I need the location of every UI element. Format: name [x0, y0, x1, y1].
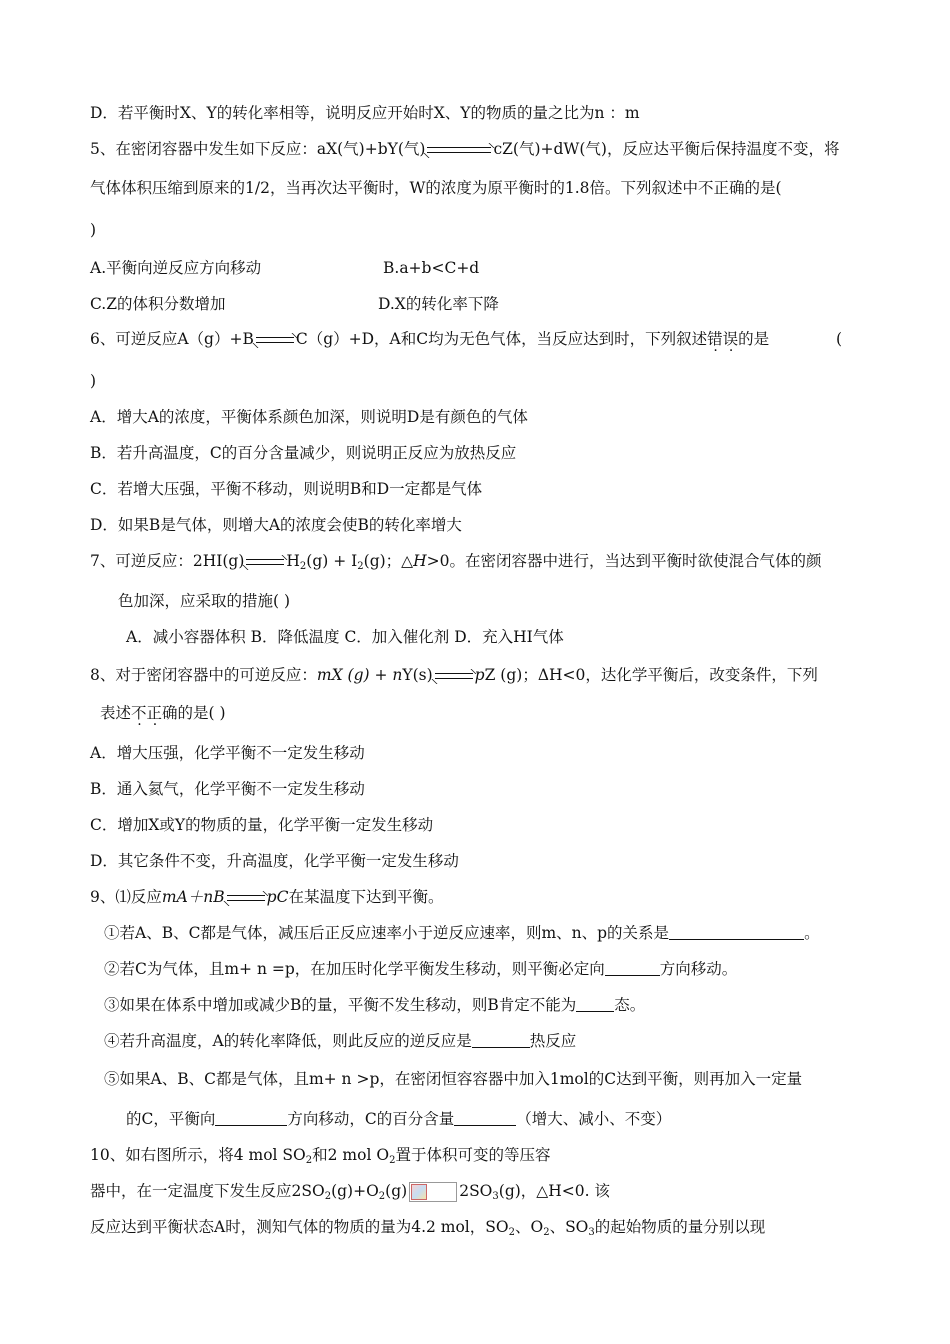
q8-option-d: D．其它条件不变，升高温度，化学平衡一定发生移动 [90, 852, 459, 870]
answer-blank[interactable] [605, 961, 660, 976]
q10-stem-line1: 10、如右图所示，将4 mol $SO_2$和2 mol $O_2$置于体积可变的等压容 [90, 1146, 551, 1166]
answer-blank[interactable] [576, 997, 614, 1012]
q6-stem-line1: 6、可逆反应A（g）+B C（g）+D，A和C均为无色气体，当反应达到时，下列叙述错误的是 [90, 330, 770, 348]
q5-option-a: A.平衡向逆反应方向移动 [90, 259, 262, 277]
q9-sub3: ③如果在体系中增加或减少B的量，平衡不发生移动，则B肯定不能为 态。 [104, 996, 646, 1014]
q5-option-b: B.a+b<C+d [383, 259, 480, 277]
equilibrium-arrow-icon [427, 143, 491, 157]
answer-blank[interactable] [669, 925, 804, 940]
q7-stem-line2: 色加深，应采取的措施( ) [118, 592, 291, 610]
q5-stem-line1: 5、在密闭容器中发生如下反应：aX(气)+bY(气) cZ(气)+dW(气)，反应达平衡后保持温度不变，将 [90, 140, 840, 158]
q5-stem-line3: ) [90, 221, 97, 239]
q10-stem-line2: 器中，在一定温度下发生反应$2SO_2(g)+O_2(g)$ $2SO_3(g)$，△H<0. 该 [90, 1182, 610, 1202]
q9-sub4: ④若升高温度，A的转化率降低，则此反应的逆反应是 热反应 [104, 1032, 577, 1050]
equilibrium-arrow-icon [435, 669, 473, 683]
equilibrium-arrow-icon [227, 891, 265, 905]
q8-option-c: C．增加X或Y的物质的量，化学平衡一定发生移动 [90, 816, 434, 834]
q7-stem-line1: 7、可逆反应：2HI(g) $H_2(g) + I_2(g)$；△H>0。在密闭容器中进行，当达到平衡时欲使混合气体的颜 [90, 552, 822, 572]
q6-answer-paren-left: ( [836, 330, 843, 348]
q6-answer-paren-right: ) [90, 372, 97, 390]
q5-option-c: C.Z的体积分数增加 [90, 295, 226, 313]
answer-blank[interactable] [215, 1111, 287, 1126]
q9-sub5-line1: ⑤如果A、B、C都是气体，且m+ n >p，在密闭恒容容器中加入1mol的C达到平衡，则再加入一定量 [104, 1070, 803, 1088]
q6-option-a: A．增大A的浓度，平衡体系颜色加深，则说明D是有颜色的气体 [90, 408, 528, 426]
q8-stem-line2: 表述不正确的是( ) [100, 704, 226, 722]
answer-blank[interactable] [454, 1111, 516, 1126]
q4-option-d: D．若平衡时X、Y的转化率相等，说明反应开始时X、Y的物质的量之比为n ：m [90, 104, 640, 122]
q10-stem-line3: 反应达到平衡状态A时，测知气体的物质的量为4.2 mol，$SO_2$、$O_2$、$SO_3$的起始物质的量分别以现 [90, 1218, 766, 1238]
q7-options: A．减小容器体积 B．降低温度 C．加入催化剂 D．充入HI气体 [126, 628, 564, 646]
q6-option-c: C．若增大压强，平衡不移动，则说明B和D一定都是气体 [90, 480, 483, 498]
answer-blank[interactable] [472, 1033, 530, 1048]
q9-stem: 9、⑴反应mA＋nB pC在某温度下达到平衡。 [90, 888, 444, 906]
equilibrium-arrow-icon [256, 333, 294, 347]
q6-option-d: D．如果B是气体，则增大A的浓度会使B的转化率增大 [90, 516, 462, 534]
broken-image-icon [409, 1182, 457, 1202]
q8-option-a: A．增大压强，化学平衡不一定发生移动 [90, 744, 365, 762]
q8-option-b: B．通入氦气，化学平衡不一定发生移动 [90, 780, 365, 798]
q5-stem-line2: 气体体积压缩到原来的1/2，当再次达平衡时，W的浓度为原平衡时的1.8倍。下列叙述中不正确的是( [90, 179, 782, 197]
equilibrium-arrow-icon [246, 555, 284, 569]
q6-option-b: B．若升高温度，C的百分含量减少，则说明正反应为放热反应 [90, 444, 517, 462]
q9-sub2: ②若C为气体，且m+ n =p，在加压时化学平衡发生移动，则平衡必定向 方向移动。 [104, 960, 738, 978]
q8-stem-line1: 8、对于密闭容器中的可逆反应：mX (g) + nY(s) pZ (g)；ΔH<0，达化学平衡后，改变条件，下列 [90, 666, 818, 684]
q9-sub5-line2: 的C，平衡向 方向移动，C的百分含量 （增大、减小、不变） [126, 1110, 672, 1128]
q9-sub1: ①若A、B、C都是气体，减压后正反应速率小于逆反应速率，则m、n、p的关系是 。 [104, 924, 820, 942]
q5-option-d: D.X的转化率下降 [378, 295, 499, 313]
